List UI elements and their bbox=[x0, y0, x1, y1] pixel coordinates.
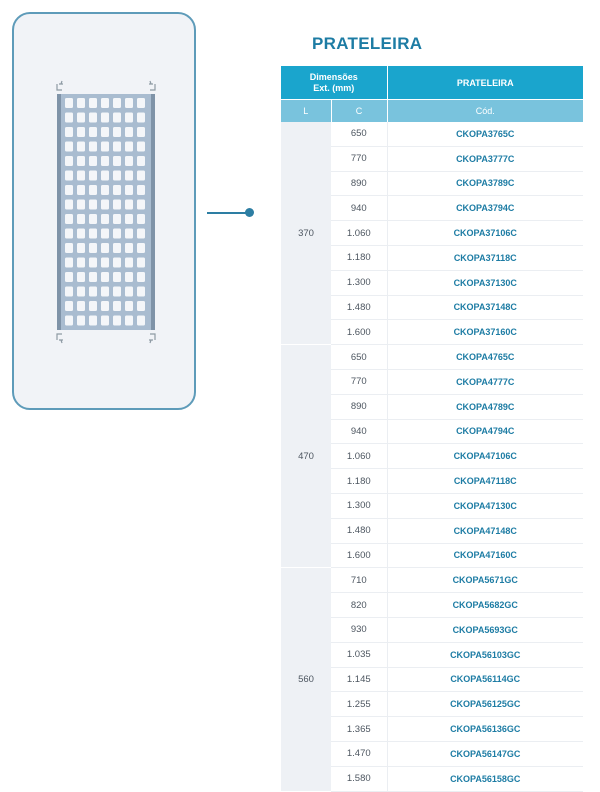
cell-code: CKOPA4794C bbox=[387, 419, 583, 444]
cell-c: 650 bbox=[331, 122, 387, 146]
cell-c: 770 bbox=[331, 146, 387, 171]
cell-code: CKOPA37160C bbox=[387, 320, 583, 345]
cell-code: CKOPA56136GC bbox=[387, 717, 583, 742]
cell-code: CKOPA47160C bbox=[387, 543, 583, 568]
shelf-image bbox=[55, 80, 157, 344]
cell-code: CKOPA5682GC bbox=[387, 593, 583, 618]
cell-code: CKOPA37106C bbox=[387, 221, 583, 246]
cell-code: CKOPA5693GC bbox=[387, 617, 583, 642]
cell-c: 1.480 bbox=[331, 295, 387, 320]
cell-code: CKOPA37148C bbox=[387, 295, 583, 320]
dimensions-header bbox=[281, 66, 387, 100]
cell-c: 1.300 bbox=[331, 493, 387, 518]
cell-code: CKOPA47148C bbox=[387, 518, 583, 543]
cell-c: 1.035 bbox=[331, 642, 387, 667]
cell-c: 1.255 bbox=[331, 692, 387, 717]
cell-code: CKOPA56147GC bbox=[387, 741, 583, 766]
cell-c: 1.480 bbox=[331, 518, 387, 543]
product-table bbox=[281, 66, 583, 792]
cell-code: CKOPA37118C bbox=[387, 245, 583, 270]
cell-c: 1.470 bbox=[331, 741, 387, 766]
cell-code: CKOPA4789C bbox=[387, 394, 583, 419]
cell-c: 940 bbox=[331, 196, 387, 221]
column-header-c: C bbox=[331, 100, 387, 123]
cell-code: CKOPA3777C bbox=[387, 146, 583, 171]
cell-l: 370 bbox=[281, 122, 331, 345]
cell-code: CKOPA56125GC bbox=[387, 692, 583, 717]
cell-code: CKOPA37130C bbox=[387, 270, 583, 295]
cell-c: 770 bbox=[331, 369, 387, 394]
connector-dot bbox=[245, 208, 254, 217]
cell-l: 470 bbox=[281, 345, 331, 568]
cell-code: CKOPA5671GC bbox=[387, 568, 583, 593]
cell-c: 1.600 bbox=[331, 543, 387, 568]
dimensions-header-line1: Dimensões bbox=[309, 71, 358, 82]
cell-code: CKOPA47118C bbox=[387, 469, 583, 494]
cell-c: 940 bbox=[331, 419, 387, 444]
cell-code: CKOPA3794C bbox=[387, 196, 583, 221]
cell-code: CKOPA47106C bbox=[387, 444, 583, 469]
cell-c: 710 bbox=[331, 568, 387, 593]
dimensions-header-line2: Ext. (mm) bbox=[313, 82, 355, 93]
cell-c: 890 bbox=[331, 394, 387, 419]
cell-code: CKOPA3765C bbox=[387, 122, 583, 146]
product-header: PRATELEIRA bbox=[387, 66, 583, 100]
cell-l: 560 bbox=[281, 568, 331, 791]
cell-c: 1.580 bbox=[331, 766, 387, 791]
cell-c: 1.060 bbox=[331, 221, 387, 246]
cell-code: CKOPA4777C bbox=[387, 369, 583, 394]
table-row bbox=[281, 122, 583, 146]
table-row bbox=[281, 568, 583, 593]
cell-code: CKOPA3789C bbox=[387, 171, 583, 196]
cell-c: 1.180 bbox=[331, 469, 387, 494]
cell-c: 1.180 bbox=[331, 245, 387, 270]
column-header-code: Cód. bbox=[387, 100, 583, 123]
cell-code: CKOPA56103GC bbox=[387, 642, 583, 667]
cell-code: CKOPA4765C bbox=[387, 345, 583, 370]
cell-c: 930 bbox=[331, 617, 387, 642]
cell-c: 1.145 bbox=[331, 667, 387, 692]
connector-line bbox=[207, 212, 249, 214]
cell-code: CKOPA47130C bbox=[387, 493, 583, 518]
cell-c: 650 bbox=[331, 345, 387, 370]
cell-c: 1.600 bbox=[331, 320, 387, 345]
cell-c: 820 bbox=[331, 593, 387, 618]
cell-code: CKOPA56114GC bbox=[387, 667, 583, 692]
column-header-l: L bbox=[281, 100, 331, 123]
product-image-card bbox=[12, 12, 196, 410]
cell-c: 1.060 bbox=[331, 444, 387, 469]
page-title: PRATELEIRA bbox=[312, 34, 423, 53]
cell-c: 1.365 bbox=[331, 717, 387, 742]
table-row bbox=[281, 345, 583, 370]
table-body bbox=[281, 122, 583, 791]
cell-c: 1.300 bbox=[331, 270, 387, 295]
cell-c: 890 bbox=[331, 171, 387, 196]
cell-code: CKOPA56158GC bbox=[387, 766, 583, 791]
